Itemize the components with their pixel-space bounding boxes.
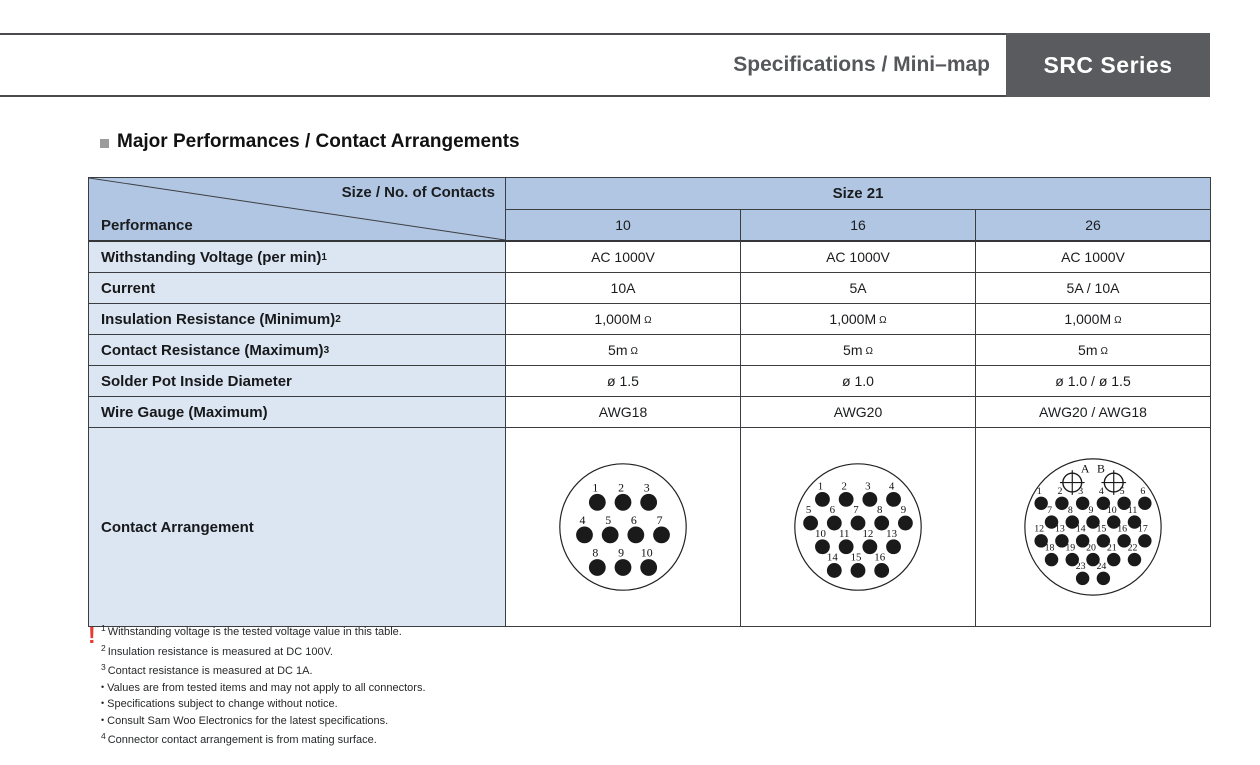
spec-value-cell: ø 1.0 [741,366,976,397]
spec-row-label: Withstanding Voltage (per min) 1 [89,242,506,273]
alert-exclamation-icon: ! [88,622,96,648]
corner-performance-label: Performance [101,217,193,234]
size-group-header: Size 21 [506,178,1211,210]
contact-number: 10 [1106,504,1117,516]
footnote-marker: 2 [101,642,106,653]
contact-dot [653,527,670,544]
contact-arrangement-cell [976,428,1211,627]
spec-value-cell: 5A [741,273,976,304]
footnote-item [101,621,426,641]
section-title [100,131,520,153]
footnote-item [101,660,426,680]
spec-value-cell: AC 1000V [976,242,1211,273]
contact-number: 24 [1096,561,1107,573]
contact-number: 16 [1117,523,1128,535]
contact-dot [1045,553,1058,566]
contact-number: 5 [605,513,612,528]
spec-value-cell: ø 1.0 / ø 1.5 [976,366,1211,397]
contact-dot [1097,572,1110,585]
footnote-item [101,713,426,730]
contact-number: 3 [865,480,871,493]
footnote-ref: 3 [323,344,330,356]
contact-number: 8 [1067,504,1073,516]
footnotes [88,621,426,749]
contact-dot [1128,553,1141,566]
contact-number: 20 [1086,542,1096,554]
spec-value-cell: 1,000M Ω [506,304,741,335]
contact-dot [576,527,593,544]
contact-number: 18 [1044,542,1055,554]
contact-number: 16 [874,551,886,564]
spec-value-cell: 5m Ω [976,335,1211,366]
column-header: 26 [976,210,1211,242]
contact-arrangement-diagram [1014,443,1172,611]
contact-number: 3 [1078,486,1084,498]
contact-arrangement-diagram [544,443,702,611]
contact-number: 7 [656,513,663,528]
contact-dot [1076,497,1089,510]
contact-dot [839,492,854,507]
contact-arrangement-cell [506,428,741,627]
spec-row-label: Solder Pot Inside Diameter [89,366,506,397]
contact-number: 2 [1057,486,1063,498]
contact-number: 6 [1140,486,1146,498]
contact-number: 12 [862,527,874,540]
series-badge-label: SRC Series [1043,51,1173,78]
contact-number: 14 [1075,523,1086,535]
contact-dot [602,527,619,544]
contact-number: 15 [850,551,862,564]
footnote-text: Consult Sam Woo Electronics for the latest specifications. [107,714,389,727]
spec-value-cell: AWG20 [741,397,976,428]
contact-arrangement-label: Contact Arrangement [89,428,506,627]
contact-number: 5 [1119,486,1125,498]
contact-number: 7 [1047,504,1053,516]
footnote-text: Connector contact arrangement is from mating surface. [107,734,377,746]
contact-number: 23 [1075,561,1086,573]
ohm-symbol: Ω [879,314,887,326]
series-badge [1006,33,1210,97]
spec-value-cell: AWG20 / AWG18 [976,397,1211,428]
spec-row-label: Current [89,273,506,304]
ohm-symbol: Ω [630,345,638,357]
contact-dot [615,559,632,576]
contact-number: 1 [592,480,599,495]
contact-dot [874,563,889,578]
contact-dot [589,494,606,511]
spec-value-cell: AC 1000V [741,242,976,273]
contact-arrangement-cell [741,428,976,627]
contact-number: 9 [618,545,624,560]
contact-dot [827,563,842,578]
contact-dot [851,563,866,578]
footnote-ref: 1 [321,251,327,263]
contact-dot [640,494,657,511]
footnote-text: Withstanding voltage is the tested voltage value in this table. [107,626,402,638]
contact-number: 3 [643,480,650,495]
footnote-text: Values are from tested items and may not apply to all connectors. [107,681,426,694]
footnote-marker: • [101,681,105,692]
ohm-symbol: Ω [1100,345,1108,357]
contact-dot [815,492,830,507]
ohm-symbol: Ω [865,345,873,357]
contact-number: 8 [592,545,599,560]
column-header: 10 [506,210,741,242]
spec-table [88,177,1211,627]
contact-number: 8 [877,504,883,517]
guide-label: A [1080,461,1090,476]
ohm-symbol: Ω [1114,314,1122,326]
contact-dot [1055,497,1068,510]
contact-number: 4 [1098,486,1104,498]
contact-number: 5 [805,504,812,517]
contact-dot [1076,572,1089,585]
section-title-text: Major Performances / Contact Arrangements [117,131,520,152]
contact-number: 12 [1034,523,1045,535]
spec-value-cell: AC 1000V [506,242,741,273]
contact-number: 13 [886,527,898,540]
contact-number: 6 [829,504,836,517]
spec-value-cell: 10A [506,273,741,304]
spec-value-cell: 5A / 10A [976,273,1211,304]
footnote-text: Insulation resistance is measured at DC 100V. [107,645,333,658]
breadcrumb: Specifications / Mini–map [733,53,990,76]
footnote-item [101,680,426,697]
footnote-marker: • [101,714,105,725]
footnote-item [101,696,426,713]
corner-cell [89,178,506,242]
spec-value-cell: 1,000M Ω [976,304,1211,335]
contact-number: 13 [1054,523,1065,535]
guide-label: B [1096,461,1105,476]
contact-number: 4 [888,480,895,493]
contact-number: 7 [853,504,859,517]
contact-number: 9 [900,504,907,517]
contact-number: 4 [579,513,586,528]
footnote-marker: 1 [101,623,106,633]
contact-dot [886,492,901,507]
footnote-ref: 2 [335,313,341,325]
ohm-symbol: Ω [644,314,652,326]
footnote-marker: 3 [101,662,106,672]
footnote-marker: • [101,698,105,708]
contact-number: 22 [1127,542,1138,554]
header-band [0,33,1006,97]
spec-value-cell: AWG18 [506,397,741,428]
contact-number: 6 [630,513,637,528]
contact-number: 1 [817,480,824,493]
spec-value-cell: 5m Ω [741,335,976,366]
spec-value-cell: ø 1.5 [506,366,741,397]
contact-number: 14 [826,551,838,564]
contact-number: 15 [1096,523,1107,535]
contact-number: 9 [1088,504,1094,516]
contact-dot [1107,553,1120,566]
contact-dot [1034,497,1047,510]
square-bullet-icon [100,139,109,148]
contact-dot [615,494,632,511]
contact-number: 10 [640,545,653,560]
contact-number: 11 [1127,504,1138,516]
corner-size-label: Size / No. of Contacts [341,184,495,201]
contact-number: 10 [815,527,826,540]
contact-dot [886,539,901,554]
spec-row-label: Contact Resistance (Maximum) 3 [89,335,506,366]
contact-arrangement-diagram [779,443,937,611]
contact-number: 1 [1036,486,1042,498]
footnote-item [101,729,426,749]
spec-value-cell: 1,000M Ω [741,304,976,335]
contact-dot [640,559,657,576]
spec-row-label: Insulation Resistance (Minimum) 2 [89,304,506,335]
contact-dot [1138,497,1151,510]
contact-number: 19 [1065,542,1076,554]
contact-dot [627,527,644,544]
contact-number: 17 [1137,523,1148,535]
footnote-text: Contact resistance is measured at DC 1A. [107,665,313,677]
contact-dot [862,492,877,507]
contact-number: 21 [1106,542,1117,554]
footnote-list [101,621,426,749]
contact-dot [1138,534,1151,547]
footnote-item [101,641,426,661]
footnote-marker: 4 [101,731,106,741]
contact-number: 2 [841,480,847,493]
contact-number: 11 [838,527,850,540]
contact-dot [898,516,913,531]
spec-value-cell: 5m Ω [506,335,741,366]
contact-dot [589,559,606,576]
footnote-text: Specifications subject to change without notice. [107,698,338,710]
spec-row-label: Wire Gauge (Maximum) [89,397,506,428]
contact-number: 2 [618,480,624,495]
column-header: 16 [741,210,976,242]
